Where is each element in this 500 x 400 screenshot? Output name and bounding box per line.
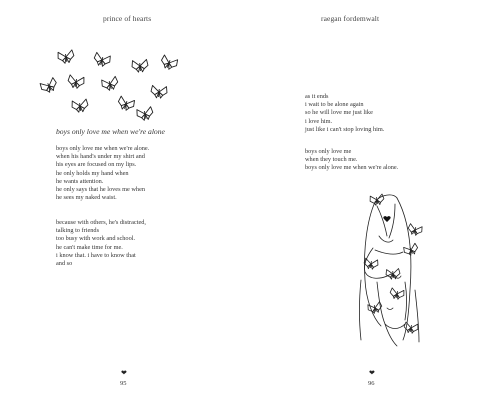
poem-line: boys only love me [305, 148, 352, 155]
poem-line: he can't make time for me. [56, 243, 123, 251]
poem-line: his eyes are focused on my lips. [56, 161, 137, 169]
poem-line: so he will love me just like [305, 109, 373, 117]
poem-stanza-1 [56, 145, 149, 202]
poem-line: just like i can't stop loving him. [305, 125, 385, 133]
woman-illustration [315, 190, 465, 350]
heart-icon: ❤ [369, 369, 375, 377]
poem-line: when they touch me. [305, 156, 358, 164]
heart-icon: ❤ [121, 369, 127, 377]
poem-line: he wants attention. [56, 177, 104, 185]
right-page [250, 0, 500, 400]
poem-line: i love him. [305, 117, 333, 125]
poem-line: i know that. i have to know that [56, 251, 136, 259]
poem-line: boys only love me when we're alone. [305, 164, 399, 172]
page-number: 95 [120, 380, 127, 387]
poem-line: he sees my naked waist. [56, 194, 117, 202]
poem-line: boys only love me when we're alone. [56, 145, 150, 152]
poem-line: talking to friends [56, 227, 100, 235]
poem-line: he only holds my hand when [56, 169, 129, 177]
poem-line: when his hand's under my shirt and [56, 153, 145, 161]
page-header: raegan fordemwalt [321, 14, 380, 23]
poem-line: because with others, he's distracted, [56, 219, 146, 226]
poem-stanza-3 [305, 93, 384, 134]
page-header: prince of hearts [103, 14, 152, 23]
page-number: 96 [368, 380, 375, 387]
poem-line: as it ends [305, 93, 329, 100]
poem-line: he only says that he loves me when [56, 186, 146, 194]
poem-line: and so [56, 260, 73, 268]
poem-line: i wait to be alone again [305, 101, 364, 109]
poem-line: too busy with work and school. [56, 235, 136, 243]
butterflies-illustration [28, 44, 188, 126]
poem-stanza-2 [56, 219, 146, 268]
poem-title: boys only love me when we're alone [56, 127, 165, 136]
poem-stanza-4 [305, 148, 398, 173]
